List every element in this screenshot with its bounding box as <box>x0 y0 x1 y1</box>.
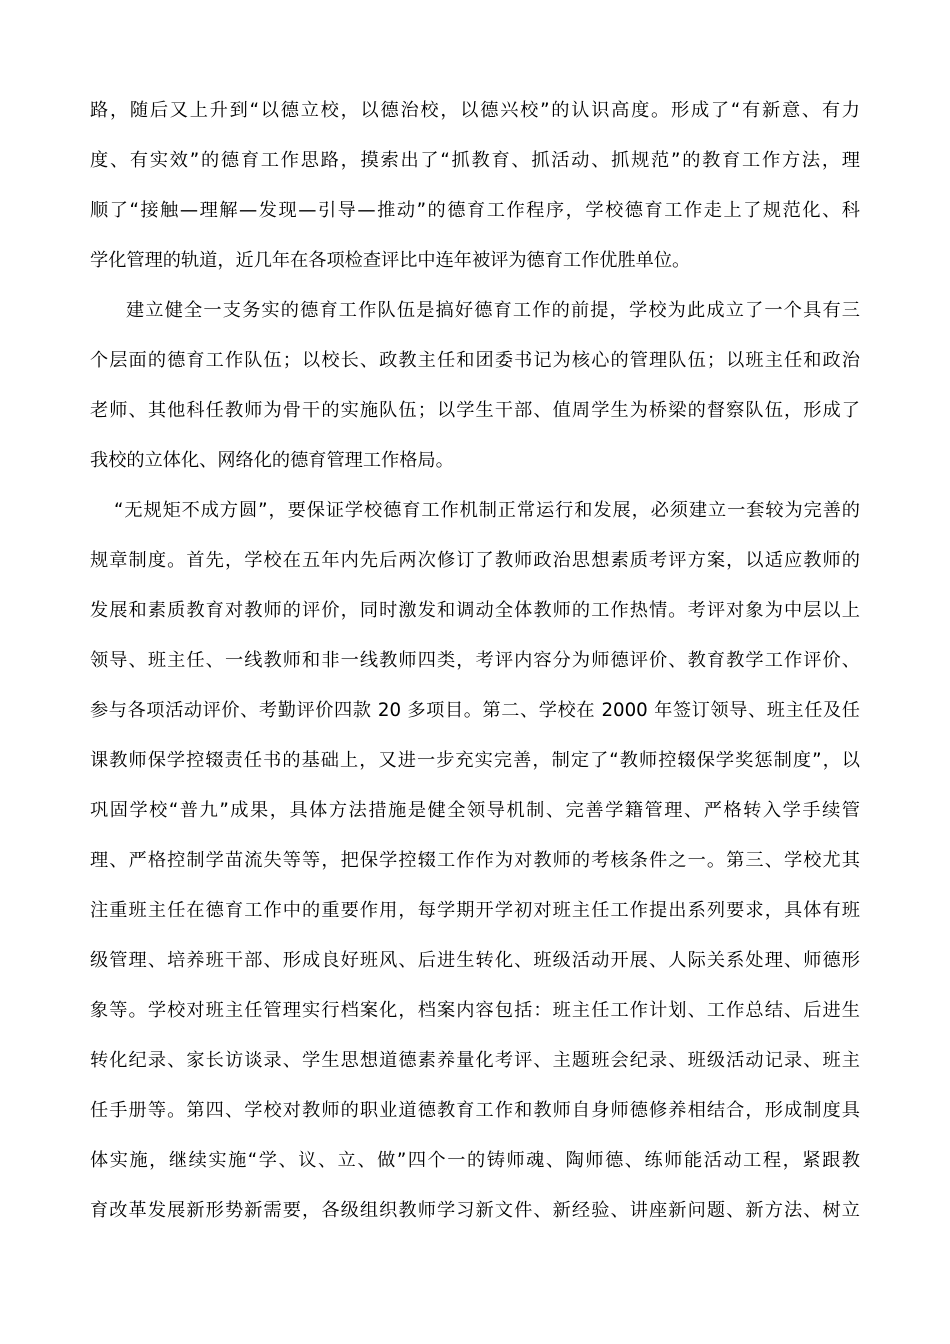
paragraph-first-line: “无规矩不成方圆”，要保证学校德育工作机制正常运行和发展，必须建立一套较为完善的 <box>114 500 860 521</box>
text-line: 领导、班主任、一线教师和非一线教师四类，考评内容分为师德评价、教育教学工作评价、 <box>90 650 860 671</box>
text-line: 体实施，继续实施“学、议、立、做”四个一的铸师魂、陶师德、练师能活动工程，紧跟教 <box>90 1150 860 1171</box>
paragraph-first-line: 建立健全一支务实的德育工作队伍是搞好德育工作的前提，学校为此成立了一个具有三 <box>126 300 860 321</box>
text-line: 路，随后又上升到“以德立校，以德治校，以德兴校”的认识高度。形成了“有新意、有力 <box>90 100 860 121</box>
text-line: 参与各项活动评价、考勤评价四款 20 多项目。第二、学校在 2000 年签订领导、班主任及任 <box>90 700 860 721</box>
text-line: 学化管理的轨道，近几年在各项检查评比中连年被评为德育工作优胜单位。 <box>90 250 691 271</box>
text-line: 我校的立体化、网络化的德育管理工作格局。 <box>90 450 454 471</box>
text-line: 象等。学校对班主任管理实行档案化，档案内容包括：班主任工作计划、工作总结、后进生 <box>90 1000 860 1021</box>
text-line: 理、严格控制学苗流失等等，把保学控辍工作作为对教师的考核条件之一。第三、学校尤其 <box>90 850 860 871</box>
text-line: 顺了“接触—理解—发现—引导—推动”的德育工作程序，学校德育工作走上了规范化、科 <box>90 200 860 221</box>
text-line: 注重班主任在德育工作中的重要作用，每学期开学初对班主任工作提出系列要求，具体有班 <box>90 900 860 921</box>
text-line: 课教师保学控辍责任书的基础上，又进一步充实完善，制定了“教师控辍保学奖惩制度”，以 <box>90 750 860 771</box>
text-line: 育改革发展新形势新需要，各级组织教师学习新文件、新经验、讲座新问题、新方法、树立 <box>90 1200 860 1221</box>
text-line: 规章制度。首先，学校在五年内先后两次修订了教师政治思想素质考评方案，以适应教师的 <box>90 550 860 571</box>
text-line: 度、有实效”的德育工作思路，摸索出了“抓教育、抓活动、抓规范”的教育工作方法，理 <box>90 150 860 171</box>
text-line: 老师、其他科任教师为骨干的实施队伍；以学生干部、值周学生为桥梁的督察队伍，形成了 <box>90 400 860 421</box>
text-line: 转化纪录、家长访谈录、学生思想道德素养量化考评、主题班会纪录、班级活动记录、班主 <box>90 1050 860 1071</box>
text-line: 发展和素质教育对教师的评价，同时激发和调动全体教师的工作热情。考评对象为中层以上 <box>90 600 860 621</box>
text-line: 个层面的德育工作队伍；以校长、政教主任和团委书记为核心的管理队伍；以班主任和政治 <box>90 350 860 371</box>
body-text <box>90 93 860 1243</box>
text-line: 任手册等。第四、学校对教师的职业道德教育工作和教师自身师德修养相结合，形成制度具 <box>90 1100 860 1121</box>
text-line: 级管理、培养班干部、形成良好班风、后进生转化、班级活动开展、人际关系处理、师德形 <box>90 950 860 971</box>
text-line: 巩固学校“普九”成果，具体方法措施是健全领导机制、完善学籍管理、严格转入学手续管 <box>90 800 860 821</box>
